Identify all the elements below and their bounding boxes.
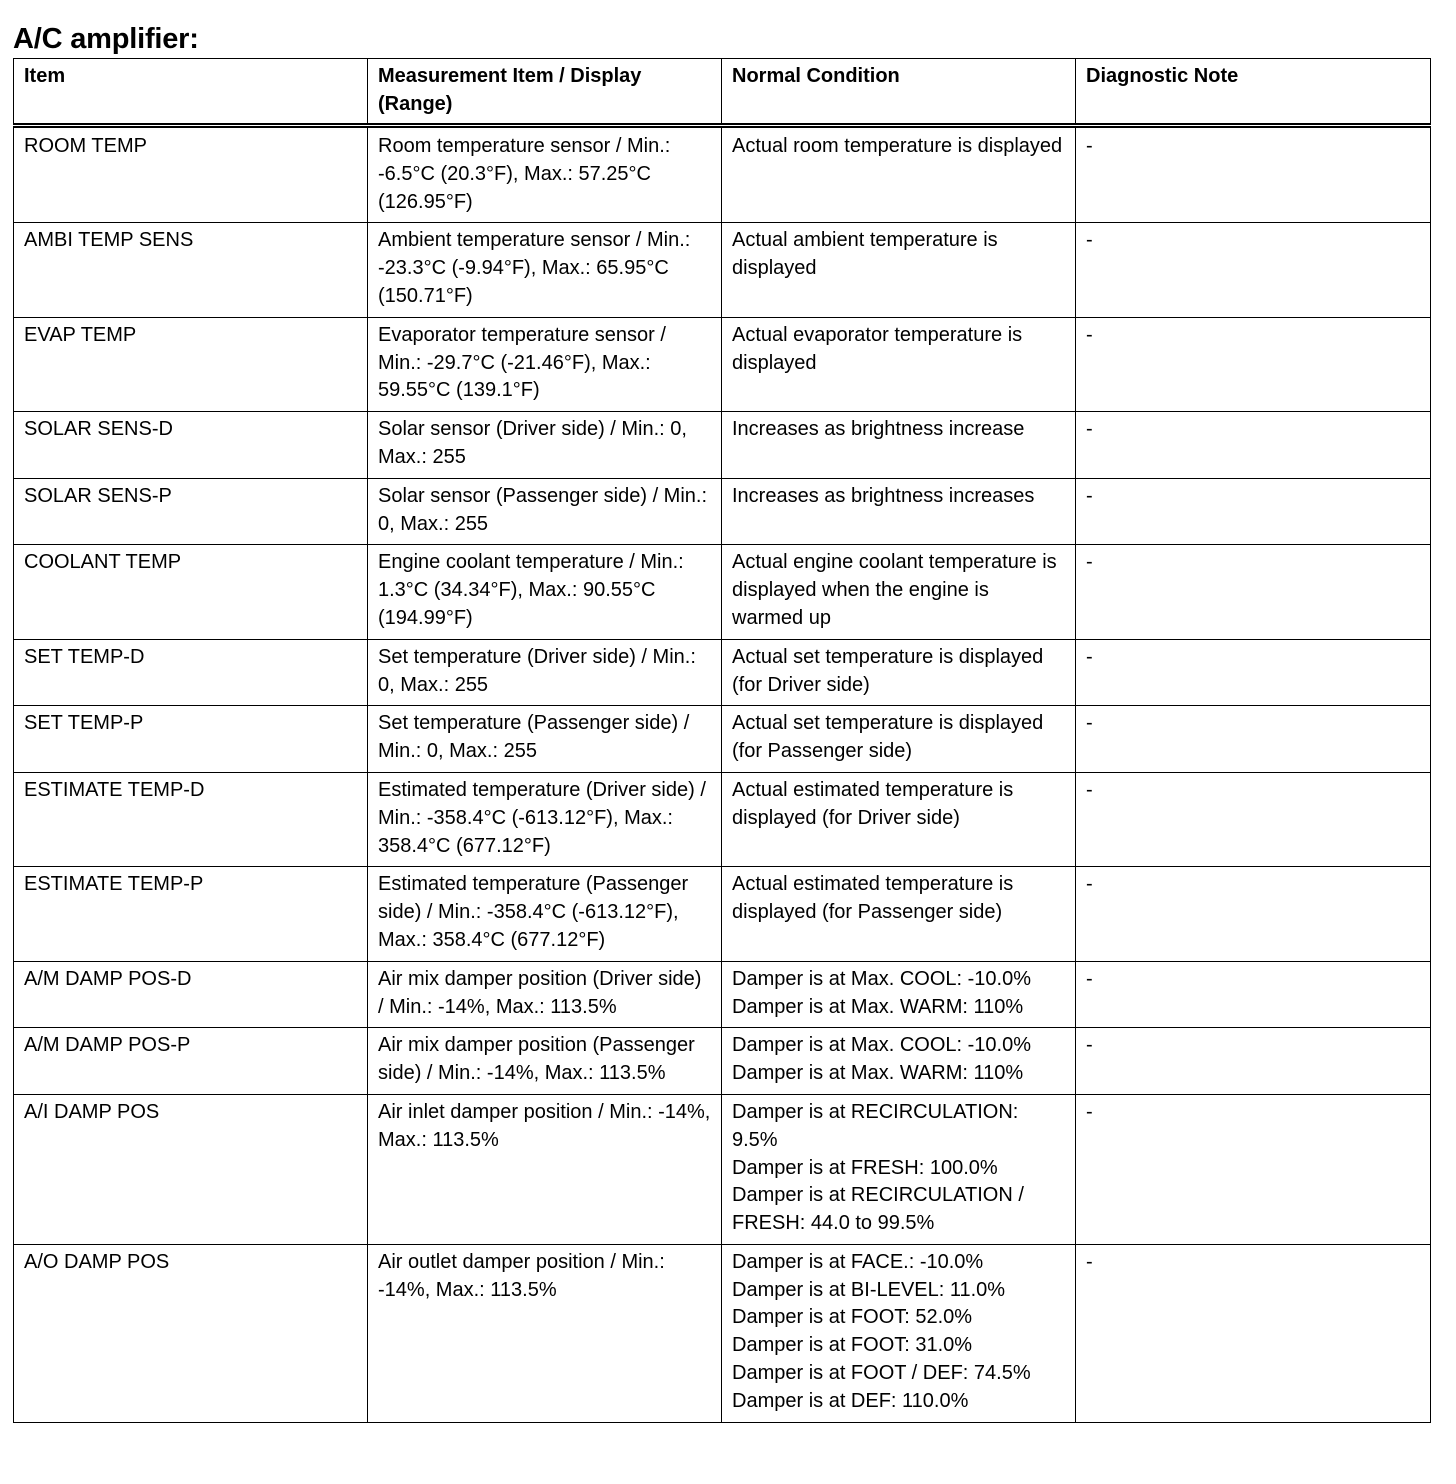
- condition-line: Damper is at Max. COOL: -10.0%: [732, 1034, 1031, 1057]
- cell-normal-condition: [722, 772, 1076, 866]
- header-diagnostic-note: Diagnostic Note: [1076, 59, 1431, 126]
- cell-diagnostic-note: -: [1076, 126, 1431, 223]
- cell-normal-condition: [722, 126, 1076, 223]
- table-row: [14, 772, 1431, 866]
- cell-measurement: Estimated temperature (Driver side) / Min.: -358.4°C (-613.12°F), Max.: 358.4°C (677.12°F): [368, 772, 722, 866]
- cell-item: SOLAR SENS-P: [14, 478, 368, 545]
- cell-measurement: Air inlet damper position / Min.: -14%, Max.: 113.5%: [368, 1094, 722, 1244]
- cell-normal-condition: [722, 1028, 1076, 1095]
- condition-line: Actual ambient temperature is displayed: [732, 229, 998, 280]
- cell-measurement: Evaporator temperature sensor / Min.: -29.7°C (-21.46°F), Max.: 59.55°C (139.1°F): [368, 317, 722, 411]
- cell-normal-condition: [722, 1244, 1076, 1422]
- cell-normal-condition: [722, 1094, 1076, 1244]
- cell-measurement: Air outlet damper position / Min.: -14%, Max.: 113.5%: [368, 1244, 722, 1422]
- cell-normal-condition: [722, 545, 1076, 639]
- cell-normal-condition: [722, 223, 1076, 317]
- cell-measurement: Air mix damper position (Passenger side) / Min.: -14%, Max.: 113.5%: [368, 1028, 722, 1095]
- cell-item: A/M DAMP POS-P: [14, 1028, 368, 1095]
- cell-diagnostic-note: -: [1076, 478, 1431, 545]
- cell-item: SOLAR SENS-D: [14, 412, 368, 479]
- cell-item: ESTIMATE TEMP-D: [14, 772, 368, 866]
- condition-line: Increases as brightness increase: [732, 418, 1025, 441]
- condition-line: Damper is at RECIRCULATION / FRESH: 44.0 to 99.5%: [732, 1184, 1024, 1235]
- cell-item: ESTIMATE TEMP-P: [14, 867, 368, 961]
- cell-normal-condition: [722, 317, 1076, 411]
- cell-diagnostic-note: -: [1076, 223, 1431, 317]
- condition-line: Increases as brightness increases: [732, 484, 1035, 507]
- condition-line: Damper is at FACE.: -10.0%: [732, 1250, 984, 1273]
- cell-diagnostic-note: -: [1076, 639, 1431, 706]
- condition-line: Actual estimated temperature is displayed (for Driver side): [732, 778, 1014, 829]
- cell-item: A/I DAMP POS: [14, 1094, 368, 1244]
- condition-line: Actual set temperature is displayed (for Driver side): [732, 645, 1044, 696]
- cell-item: SET TEMP-P: [14, 706, 368, 773]
- table-row: [14, 961, 1431, 1028]
- cell-diagnostic-note: -: [1076, 706, 1431, 773]
- table-row: [14, 317, 1431, 411]
- cell-diagnostic-note: -: [1076, 545, 1431, 639]
- condition-line: Damper is at FOOT: 31.0%: [732, 1334, 973, 1357]
- cell-normal-condition: [722, 412, 1076, 479]
- condition-line: Damper is at DEF: 110.0%: [732, 1389, 969, 1412]
- table-row: [14, 478, 1431, 545]
- table-row: [14, 126, 1431, 223]
- header-item: Item: [14, 59, 368, 126]
- cell-diagnostic-note: -: [1076, 867, 1431, 961]
- cell-normal-condition: [722, 706, 1076, 773]
- table-body: [14, 126, 1431, 1423]
- condition-line: Actual set temperature is displayed (for Passenger side): [732, 712, 1044, 763]
- cell-measurement: Ambient temperature sensor / Min.: -23.3°C (-9.94°F), Max.: 65.95°C (150.71°F): [368, 223, 722, 317]
- cell-measurement: Solar sensor (Passenger side) / Min.: 0, Max.: 255: [368, 478, 722, 545]
- cell-measurement: Air mix damper position (Driver side) / Min.: -14%, Max.: 113.5%: [368, 961, 722, 1028]
- condition-line: Damper is at Max. COOL: -10.0%: [732, 967, 1031, 990]
- condition-line: Damper is at FOOT / DEF: 74.5%: [732, 1362, 1031, 1385]
- ac-amplifier-table: [13, 58, 1431, 1423]
- condition-line: Damper is at FRESH: 100.0%: [732, 1156, 998, 1179]
- condition-line: Actual engine coolant temperature is displayed when the engine is warmed up: [732, 551, 1057, 629]
- cell-measurement: Set temperature (Passenger side) / Min.: 0, Max.: 255: [368, 706, 722, 773]
- cell-item: EVAP TEMP: [14, 317, 368, 411]
- table-row: [14, 545, 1431, 639]
- table-row: [14, 1028, 1431, 1095]
- cell-measurement: Set temperature (Driver side) / Min.: 0, Max.: 255: [368, 639, 722, 706]
- condition-line: Actual room temperature is displayed: [732, 135, 1063, 157]
- cell-normal-condition: [722, 639, 1076, 706]
- cell-diagnostic-note: -: [1076, 1094, 1431, 1244]
- cell-measurement: Solar sensor (Driver side) / Min.: 0, Max.: 255: [368, 412, 722, 479]
- cell-diagnostic-note: -: [1076, 1028, 1431, 1095]
- cell-normal-condition: [722, 478, 1076, 545]
- cell-diagnostic-note: -: [1076, 772, 1431, 866]
- cell-measurement: Engine coolant temperature / Min.: 1.3°C (34.34°F), Max.: 90.55°C (194.99°F): [368, 545, 722, 639]
- table-row: [14, 867, 1431, 961]
- cell-item: ROOM TEMP: [14, 126, 368, 223]
- condition-line: Actual estimated temperature is displayed (for Passenger side): [732, 873, 1014, 924]
- cell-measurement: Room temperature sensor / Min.: -6.5°C (20.3°F), Max.: 57.25°C (126.95°F): [368, 126, 722, 223]
- condition-line: Damper is at BI-LEVEL: 11.0%: [732, 1278, 1006, 1301]
- table-row: [14, 1244, 1431, 1422]
- page-title: A/C amplifier:: [13, 23, 199, 55]
- table-row: [14, 639, 1431, 706]
- cell-item: SET TEMP-D: [14, 639, 368, 706]
- cell-measurement: Estimated temperature (Passenger side) / Min.: -358.4°C (-613.12°F), Max.: 358.4°C (677.12°F): [368, 867, 722, 961]
- condition-line: Damper is at Max. WARM: 110%: [732, 1062, 1024, 1085]
- header-measurement: Measurement Item / Display (Range): [368, 59, 722, 126]
- table-header-row: [14, 59, 1431, 126]
- cell-diagnostic-note: -: [1076, 412, 1431, 479]
- condition-line: Damper is at RECIRCULATION: 9.5%: [732, 1100, 1019, 1151]
- cell-normal-condition: [722, 867, 1076, 961]
- table-row: [14, 223, 1431, 317]
- cell-item: AMBI TEMP SENS: [14, 223, 368, 317]
- cell-item: A/O DAMP POS: [14, 1244, 368, 1422]
- table-row: [14, 412, 1431, 479]
- condition-line: Actual evaporator temperature is displayed: [732, 323, 1023, 374]
- cell-normal-condition: [722, 961, 1076, 1028]
- cell-item: A/M DAMP POS-D: [14, 961, 368, 1028]
- condition-line: Damper is at FOOT: 52.0%: [732, 1306, 973, 1329]
- table-row: [14, 706, 1431, 773]
- condition-line: Damper is at Max. WARM: 110%: [732, 995, 1024, 1018]
- cell-diagnostic-note: -: [1076, 1244, 1431, 1422]
- cell-item: COOLANT TEMP: [14, 545, 368, 639]
- cell-diagnostic-note: -: [1076, 961, 1431, 1028]
- table-row: [14, 1094, 1431, 1244]
- cell-diagnostic-note: -: [1076, 317, 1431, 411]
- header-normal-condition: Normal Condition: [722, 59, 1076, 126]
